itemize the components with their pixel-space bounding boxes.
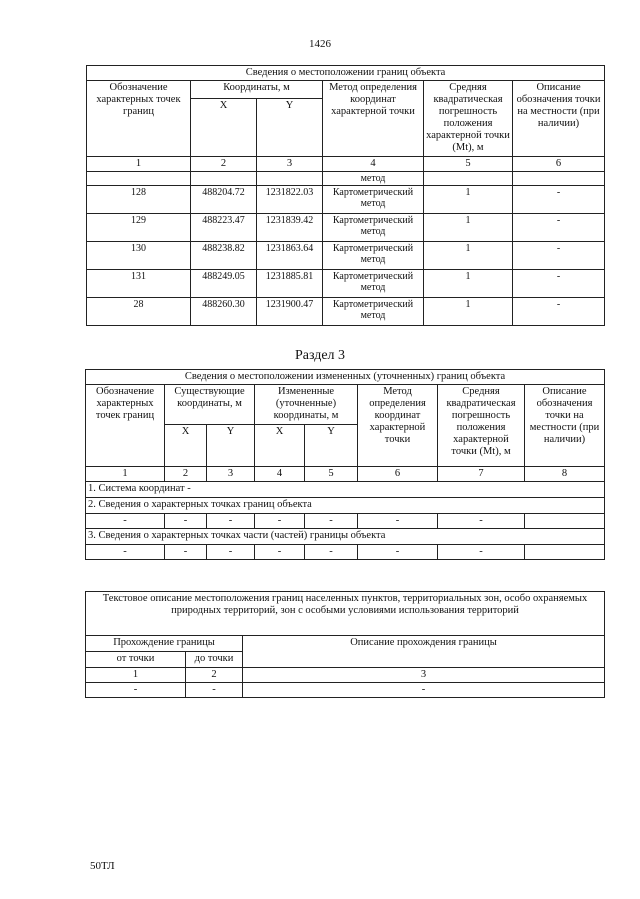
method: Картометрический метод [323,186,424,214]
header-x: X [165,425,207,467]
table-row [87,214,605,242]
col-number: 2 [191,157,257,172]
table-row [87,298,605,326]
footer-code: 50ТЛ [90,860,115,872]
desc: - [513,298,605,326]
coordinate-system-row: 1. Система координат - [86,482,605,498]
method: Картометрический метод [323,270,424,298]
point-id: 129 [87,214,191,242]
col-number: 3 [257,157,323,172]
header-designation: Обозначение характерных точек границ [86,385,165,467]
header-y: Y [257,99,323,157]
header-existing: Существующие координаты, м [165,385,255,425]
method: Картометрический метод [323,242,424,270]
coord-x: 488223.47 [191,214,257,242]
table-title: Сведения о местоположении границ объекта [87,66,605,81]
table-row: - - - - - - - [86,514,605,529]
col-number: 2 [186,668,243,683]
table-title: Сведения о местоположении измененных (уточненных) границ объекта [86,370,605,385]
section-title: Раздел 3 [294,348,346,363]
desc: - [513,270,605,298]
coord-y: 1231863.64 [257,242,323,270]
part-boundary-row: 3. Сведения о характерных точках части (частей) границы объекта [86,529,605,545]
table-row: - - - [86,683,605,698]
coord-y: 1231885.81 [257,270,323,298]
coord-y: 1231900.47 [257,298,323,326]
table-row [87,270,605,298]
error: 1 [424,298,513,326]
header-changed: Измененные (уточненные) координаты, м [255,385,358,425]
col-number: 2 [165,467,207,482]
col-number: 8 [525,467,605,482]
header-description: Описание обозначения точки на местности (при наличии) [525,385,605,467]
header-x: X [255,425,305,467]
point-id: 128 [87,186,191,214]
col-number: 1 [87,157,191,172]
coord-y: 1231839.42 [257,214,323,242]
col-number: 3 [243,668,605,683]
coord-x: 488238.82 [191,242,257,270]
header-description: Описание прохождения границы [243,636,605,668]
carry-over-text: метод [323,172,424,186]
col-number: 6 [358,467,438,482]
table-row: - - - - - - - [86,545,605,560]
header-error: Средняя квадратическая погрешность положения характерной точки (Mt), м [438,385,525,467]
method: Картометрический метод [323,298,424,326]
error: 1 [424,186,513,214]
col-number: 5 [305,467,358,482]
header-error: Средняя квадратическая погрешность положения характерной точки (Mt), м [424,81,513,157]
header-coords: Координаты, м [191,81,323,99]
coord-x: 488204.72 [191,186,257,214]
coord-x: 488260.30 [191,298,257,326]
text-description-table [85,591,605,698]
header-y: Y [305,425,358,467]
col-number: 1 [86,467,165,482]
col-number: 4 [255,467,305,482]
boundary-location-table [86,65,605,326]
coord-x: 488249.05 [191,270,257,298]
error: 1 [424,242,513,270]
desc: - [513,242,605,270]
table-row [87,186,605,214]
coord-y: 1231822.03 [257,186,323,214]
col-number: 7 [438,467,525,482]
header-from-point: от точки [86,652,186,668]
point-id: 28 [87,298,191,326]
desc: - [513,214,605,242]
boundary-points-row: 2. Сведения о характерных точках границ объекта [86,498,605,514]
col-number: 3 [207,467,255,482]
header-method: Метод определения координат характерной точки [323,81,424,157]
point-id: 131 [87,270,191,298]
header-method: Метод определения координат характерной точки [358,385,438,467]
table-title: Текстовое описание местоположения границ населенных пунктов, территориальных зон, особо охраняемых природных территорий, зон с особыми условиями использования территорий [86,592,605,636]
header-passage: Прохождение границы [86,636,243,652]
error: 1 [424,270,513,298]
col-number: 4 [323,157,424,172]
table-row [87,242,605,270]
header-designation: Обозначение характерных точек границ [87,81,191,157]
col-number: 1 [86,668,186,683]
point-id: 130 [87,242,191,270]
error: 1 [424,214,513,242]
col-number: 6 [513,157,605,172]
header-y: Y [207,425,255,467]
header-x: X [191,99,257,157]
desc: - [513,186,605,214]
page-number: 1426 [309,38,331,50]
changed-boundary-table [85,369,605,560]
header-description: Описание обозначения точки на местности (при наличии) [513,81,605,157]
method: Картометрический метод [323,214,424,242]
col-number: 5 [424,157,513,172]
header-to-point: до точки [186,652,243,668]
